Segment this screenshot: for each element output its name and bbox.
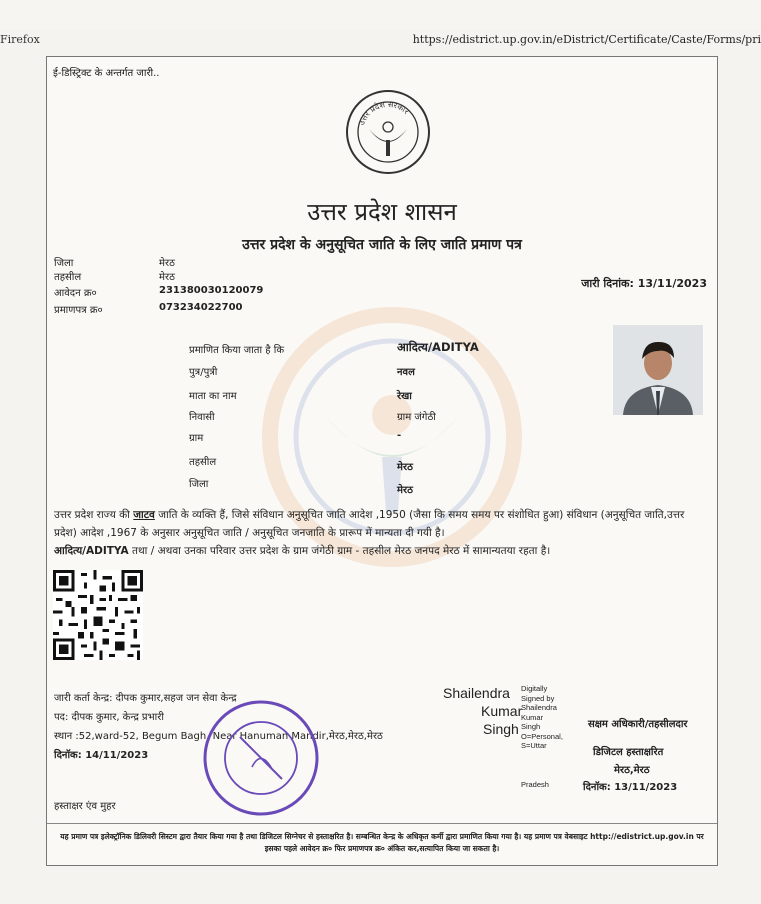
authority-title: सक्षम अधिकारी/तहसीलदार (588, 719, 688, 730)
certificate-title: उत्तर प्रदेश शासन (307, 198, 457, 226)
issuer-place: स्थान :52,ward-52, Begum Bagh, Near Hanuman Mandir,मेरठ,मेरठ,मेरठ (54, 731, 383, 742)
applicant-name: आदित्य/ADITYA (397, 340, 479, 354)
center-rubber-stamp (200, 697, 322, 819)
page-url: https://edistrict.up.gov.in/eDistrict/Certificate/Caste/Forms/pri (412, 33, 761, 46)
issuing-center: जारी कर्ता केन्द्र: दीपक कुमार,सहज जन सेवा केन्द्र (54, 693, 237, 704)
applicant-photo (613, 325, 703, 415)
resident-label: निवासी (189, 412, 215, 423)
sig-line: Shailendra (521, 703, 557, 712)
detail-district-value: मेरठ (397, 485, 413, 496)
father-name: नवल (397, 367, 415, 378)
signer-last-name: Singh (483, 721, 519, 737)
signature-seal-label: हस्ताक्षर एंव मुहर (54, 801, 116, 812)
header-note: ई-डिस्ट्रिक्ट के अन्तर्गत जारी.. (53, 68, 160, 79)
application-number-label: आवेदन क्र० (54, 288, 97, 299)
person-photo-icon (613, 325, 703, 415)
caste-certificate (46, 56, 718, 866)
digital-signature-details (521, 684, 563, 751)
para2-residence: तथा / अथवा उनका परिवार उत्तर प्रदेश के ग्राम जंगेठी ग्राम - तहसील मेरठ जनपद मेरठ में सामान्यतया रहता है। (128, 545, 551, 557)
up-government-emblem (345, 89, 431, 175)
signer-first-name: Shailendra (443, 685, 510, 701)
district-label: जिला (54, 258, 74, 269)
tehsil-label: तहसील (54, 272, 82, 283)
issue-date: जारी दिनांक: 13/11/2023 (581, 277, 707, 290)
certificate-subtitle: उत्तर प्रदेश के अनुसूचित जाति के लिए जाति प्रमाण पत्र (242, 237, 522, 253)
application-number-value: 231380030120079 (159, 285, 264, 296)
detail-tehsil-value: मेरठ (397, 462, 413, 473)
certified-label: प्रमाणित किया जाता है कि (189, 345, 285, 356)
browser-name: Firefox (0, 33, 40, 46)
sig-line: Kumar (521, 712, 544, 722)
svg-text:उत्तर प्रदेश सरकार: उत्तर प्रदेश सरकार (357, 99, 411, 127)
browser-top-strip (0, 0, 761, 30)
sig-line: S=Uttar (521, 741, 547, 750)
sig-line: O=Personal, (521, 731, 563, 741)
village-value: - (397, 430, 402, 441)
resident-value: ग्राम जंगेठी (397, 412, 436, 423)
digitally-signed-label: डिजिटल हस्ताक्षरित (593, 747, 664, 758)
issuer-post: पद: दीपक कुमार, केन्द्र प्रभारी (54, 712, 164, 723)
signature-state: Pradesh (521, 780, 549, 789)
sig-line: Digitally (521, 684, 548, 693)
certificate-number-value: 073234022700 (159, 302, 243, 313)
mother-label: माता का नाम (189, 391, 237, 402)
certification-paragraph (54, 506, 710, 560)
authority-date: दिनॉक: 13/11/2023 (583, 782, 678, 793)
district-value: मेरठ (159, 258, 175, 269)
tehsil-value: मेरठ (159, 272, 175, 283)
caste-name: जाटव (133, 509, 155, 521)
authority-location: मेरठ,मेरठ (614, 765, 650, 776)
sig-line: Signed by (521, 693, 555, 703)
sig-line: Singh (521, 722, 541, 731)
mother-name: रेखा (397, 391, 412, 402)
para1-start: उत्तर प्रदेश राज्य की (54, 509, 134, 521)
parent-label: पुत्र/पुत्री (189, 367, 218, 378)
para1-end: जाति के व्यक्ति हैं, जिसे संविधान अनुसूचित जाति आदेश ,1950 (जैसा कि समय समय पर संशोधित हुआ) संविधान (अनुसूचित जाति,उत्तर प्रदेश) आदेश ,1967 के अनुसार अनुसूचित जाति / अनुसूचित जनजाति के प्रारूप में मान्यता दी गयी है। (54, 509, 685, 539)
footer-disclaimer: यह प्रमाण पत्र इलेक्ट्रॉनिक डिलिवरी सिस्टम द्वारा तैयार किया गया है तथा डिजिटल सिग्नेचर से हस्ताक्षरित है। सम्बन्धित केन्द्र के अधिकृत कर्मी द्वारा प्रमाणित किया गया है। यह प्रमाण पत्र वेबसाइट http://edistrict.up.gov.in पर इसका पहले आवेदन क्र० फिर प्रमाणपत्र क्र० अंकित कर,सत्यापित किया जा सकता है। (60, 832, 704, 853)
detail-district-label: जिला (189, 479, 209, 490)
village-label: ग्राम (189, 433, 204, 444)
issuer-date: दिनॉक: 14/11/2023 (54, 750, 149, 761)
footer-divider (47, 823, 717, 824)
detail-tehsil-label: तहसील (189, 457, 217, 468)
certificate-number-label: प्रमाणपत्र क्र० (54, 305, 103, 316)
para2-applicant-name: आदित्य/ADITYA (54, 545, 129, 557)
signer-middle-name: Kumar (481, 703, 523, 719)
qr-code (53, 570, 143, 660)
